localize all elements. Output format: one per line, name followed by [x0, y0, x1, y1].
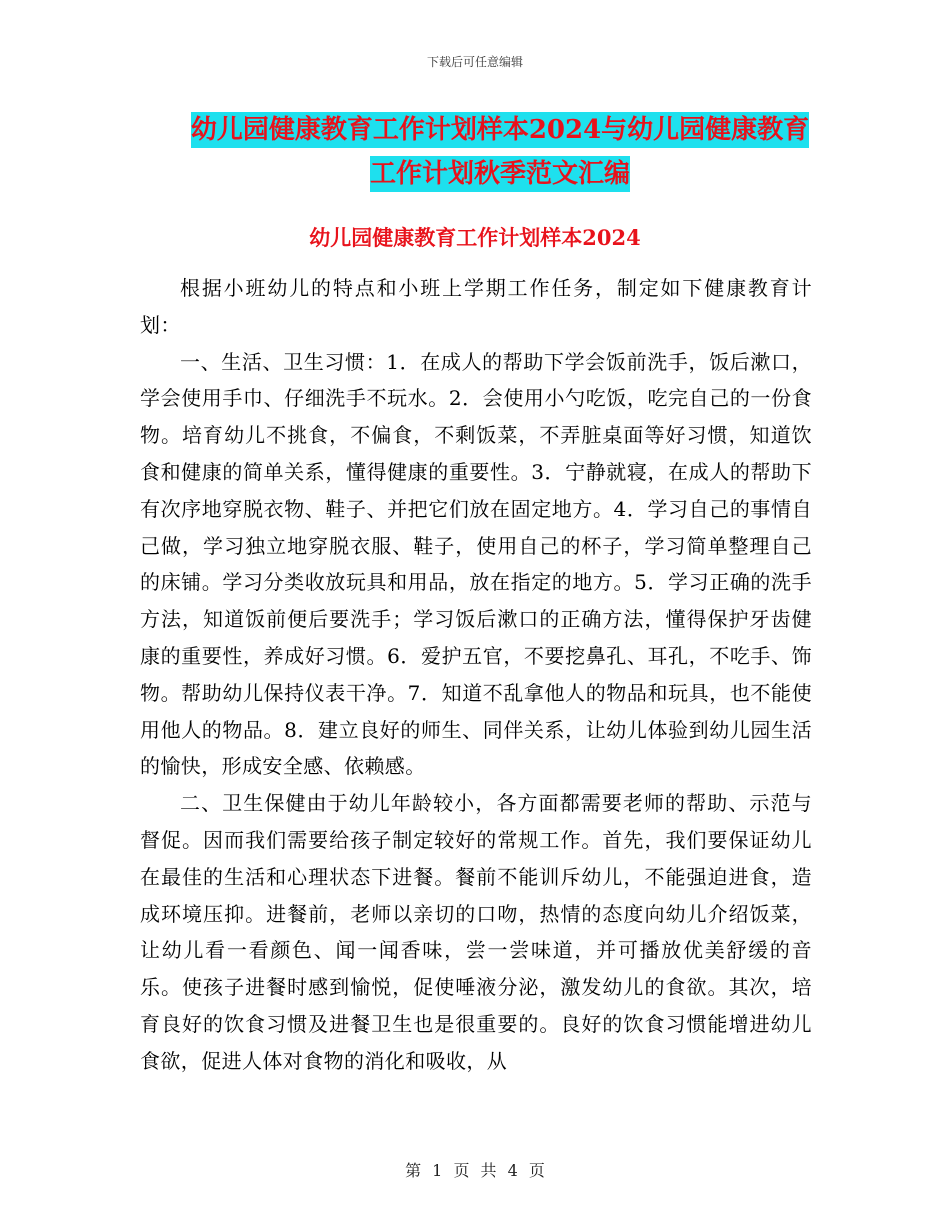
page-footer: 第 1 页 共 4 页: [405, 1161, 545, 1180]
header-note: 下载后可任意编辑: [426, 55, 523, 69]
document-title-line-1: 幼儿园健康教育工作计划样本2024与幼儿园健康教育: [191, 112, 809, 148]
paragraph-health-care: 二、卫生保健由于幼儿年龄较小，各方面都需要老师的帮助、示范与督促。因而我们需要给孩子制定较好的常规工作。首先，我们要保证幼儿在最佳的生活和心理状态下进餐。餐前不能训斥幼儿，不能强迫进食，造成环境压抑。进餐前，老师以亲切的口吻，热情的态度向幼儿介绍饭菜，让幼儿看一看颜色、闻一闻香味，尝一尝味道，并可播放优美舒缓的音乐。使孩子进餐时感到愉悦，促使唾液分泌，激发幼儿的食欲。其次，培育良好的饮食习惯及进餐卫生也是很重要的。良好的饮食习惯能增进幼儿食欲，促进人体对食物的消化和吸收，从: [140, 791, 812, 1073]
document-body: [140, 270, 812, 1080]
section-title: 幼儿园健康教育工作计划样本2024: [309, 225, 641, 250]
paragraph-habits: 一、生活、卫生习惯：1．在成人的帮助下学会饭前洗手，饭后漱口，学会使用手巾、仔细洗手不玩水。2．会使用小勺吃饭，吃完自己的一份食物。培育幼儿不挑食，不偏食，不剩饭菜，不弄脏桌面等好习惯，知道饮食和健康的简单关系，懂得健康的重要性。3．宁静就寝，在成人的帮助下有次序地穿脱衣物、鞋子、并把它们放在固定地方。4．学习自己的事情自己做，学习独立地穿脱衣服、鞋子，使用自己的杯子，学习简单整理自己的床铺。学习分类收放玩具和用品，放在指定的地方。5．学习正确的洗手方法，知道饭前便后要洗手；学习饭后漱口的正确方法，懂得保护牙齿健康的重要性，养成好习惯。6．爱护五官，不要挖鼻孔、耳孔，不吃手、饰物。帮助幼儿保持仪表干净。7．知道不乱拿他人的物品和玩具，也不能使用他人的物品。8．建立良好的师生、同伴关系，让幼儿体验到幼儿园生活的愉快，形成安全感、依赖感。: [140, 349, 812, 779]
document-title-line-2: 工作计划秋季范文汇编: [370, 156, 630, 192]
paragraph-intro: 根据小班幼儿的特点和小班上学期工作任务，制定如下健康教育计划：: [140, 276, 812, 337]
document-title: [0, 108, 950, 196]
